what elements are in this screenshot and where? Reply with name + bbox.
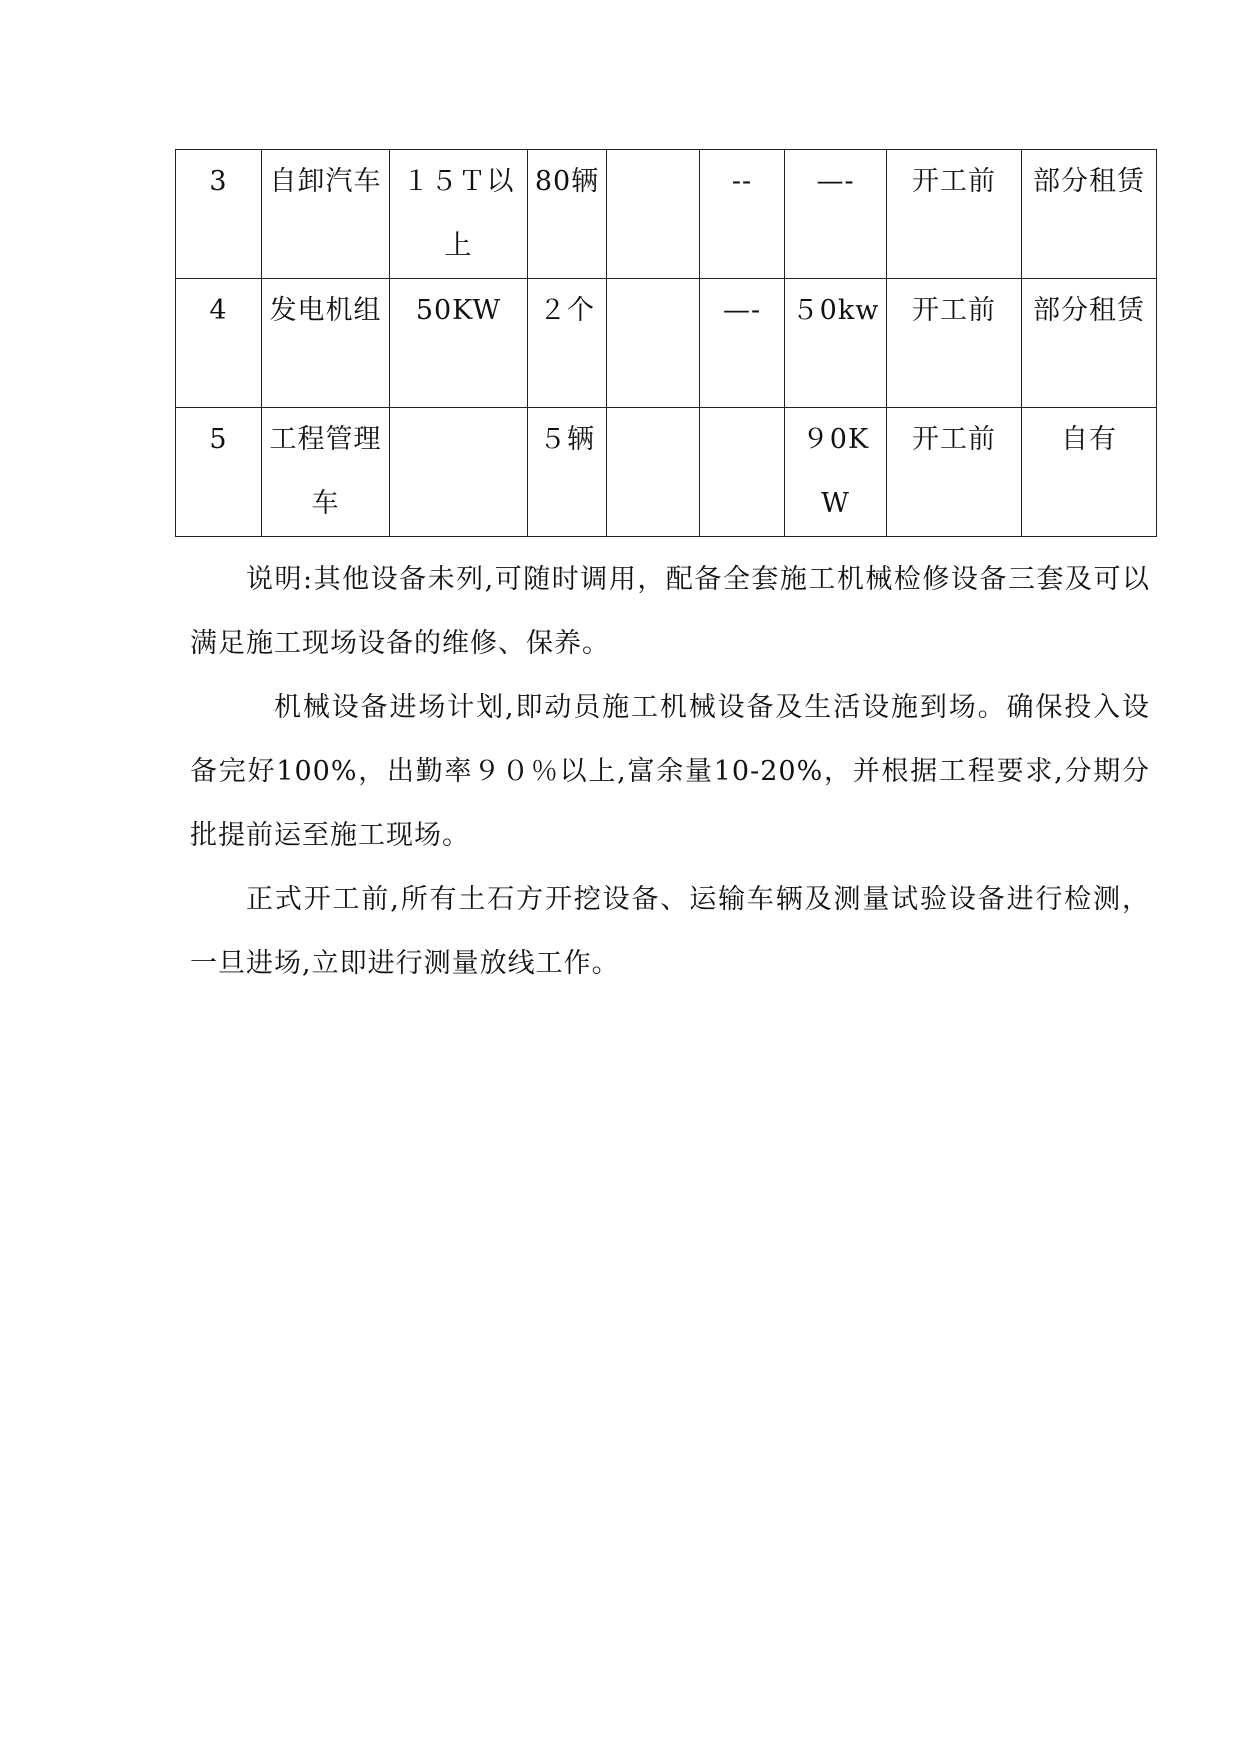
table-cell: 50KW <box>390 279 528 408</box>
table-cell: 开工前 <box>887 150 1022 279</box>
table-cell: 4 <box>176 279 262 408</box>
equipment-table <box>175 149 1157 537</box>
table-cell: 发电机组 <box>262 279 390 408</box>
table-cell: 80辆 <box>528 150 607 279</box>
table-row <box>176 150 1157 279</box>
table-cell: 开工前 <box>887 279 1022 408</box>
pre-construction-paragraph: 正式开工前,所有土石方开挖设备、运输车辆及测量试验设备进行检测，一旦进场,立即进行测量放线工作。 <box>190 884 1150 979</box>
table-cell: 工程管理车 <box>262 408 390 537</box>
table-cell: —- <box>700 279 785 408</box>
table-cell: ２个 <box>528 279 607 408</box>
table-cell <box>607 279 700 408</box>
note-paragraph: 说明:其他设备未列,可随时调用，配备全套施工机械检修设备三套及可以满足施工现场设备的维修、保养。 <box>190 564 1150 659</box>
table-row <box>176 279 1157 408</box>
table-row <box>176 408 1157 537</box>
table-cell: 部分租赁 <box>1022 279 1157 408</box>
table-cell: ９0KW <box>785 408 887 537</box>
table-cell: 自有 <box>1022 408 1157 537</box>
table-cell <box>607 408 700 537</box>
table-cell: 部分租赁 <box>1022 150 1157 279</box>
table-cell: ５辆 <box>528 408 607 537</box>
table-cell: 自卸汽车 <box>262 150 390 279</box>
table-cell: １５Ｔ以上 <box>390 150 528 279</box>
table-cell <box>390 408 528 537</box>
table-cell: -- <box>700 150 785 279</box>
table-cell: 3 <box>176 150 262 279</box>
table-cell <box>607 150 700 279</box>
table-cell: 开工前 <box>887 408 1022 537</box>
table-cell: —- <box>785 150 887 279</box>
table-cell <box>700 408 785 537</box>
table-cell: ５0kw <box>785 279 887 408</box>
table-cell: 5 <box>176 408 262 537</box>
equipment-plan-paragraph: 机械设备进场计划,即动员施工机械设备及生活设施到场。确保投入设备完好100%，出勤率９０％以上,富余量10-20%，并根据工程要求,分期分批提前运至施工现场。 <box>190 692 1150 851</box>
